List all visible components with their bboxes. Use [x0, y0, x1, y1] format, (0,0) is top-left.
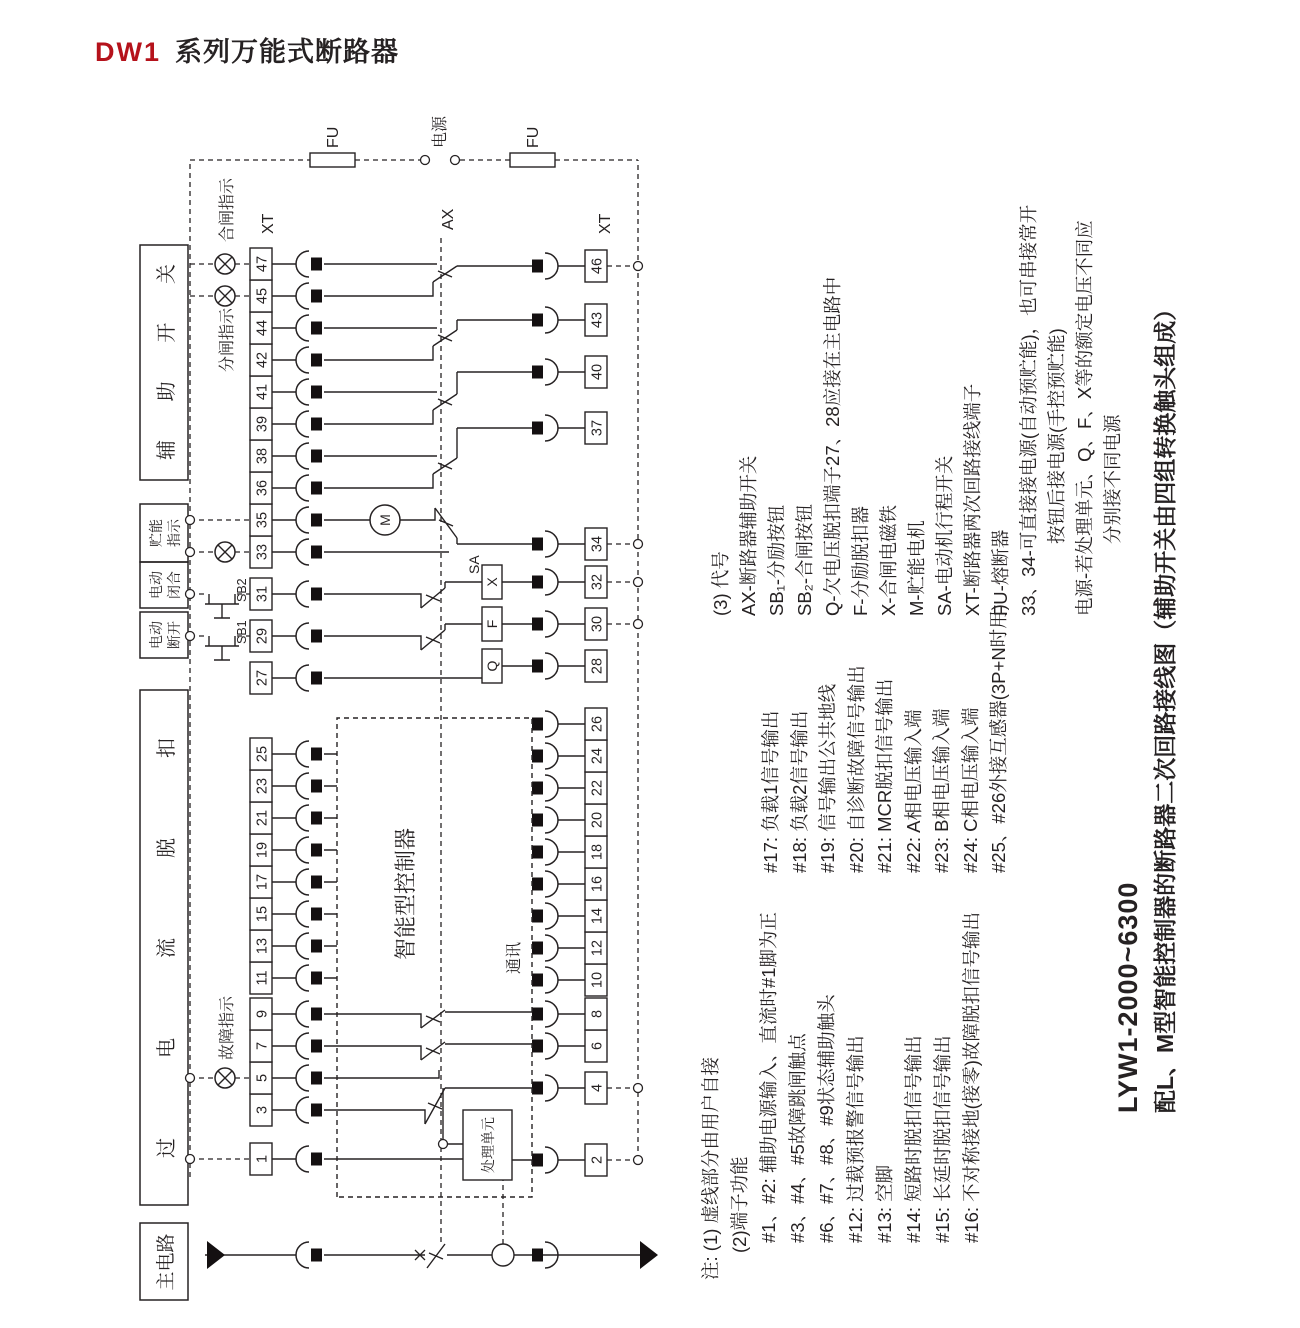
- drawout-contact-pin: [532, 314, 543, 327]
- drawout-contact-arc: [296, 1242, 309, 1268]
- fuse-bottom-label: FU: [525, 126, 542, 148]
- drawout-contact-pin: [532, 718, 543, 731]
- main-line-arrow: [640, 1241, 658, 1269]
- note-line: #1、#2: 辅助电源输入、直流时#1脚为正: [758, 911, 779, 1243]
- series-name: 系列万能式断路器: [175, 37, 399, 67]
- coil-q-letter: Q: [484, 660, 500, 672]
- note-line: 电源-若处理单元、Q、F、X等的额定电压不同应: [1074, 220, 1095, 616]
- terminal-number: 1: [254, 1154, 271, 1164]
- drawout-contact-arc: [545, 871, 558, 897]
- drawout-contact-arc: [545, 1075, 558, 1101]
- note-line: 33、34-可直接接电源(自动预贮能)，也可串接常开: [1018, 204, 1039, 616]
- drawout-contact-pin: [311, 1040, 322, 1053]
- drawout-contact-arc: [545, 531, 558, 557]
- drawout-contact-arc: [545, 903, 558, 929]
- drawout-contact-pin: [311, 1072, 322, 1085]
- drawout-contact-arc: [545, 775, 558, 801]
- note-line: 分别接不同电源: [1102, 414, 1123, 544]
- header-storage-1: 贮能: [148, 519, 164, 547]
- fuse-symbol: [310, 153, 355, 167]
- drawout-contact-pin: [532, 260, 543, 273]
- xt-left-label: XT: [260, 213, 277, 234]
- drawout-contact-arc: [296, 1065, 309, 1091]
- junction-circle: [634, 1156, 643, 1165]
- junction-circle: [634, 620, 643, 629]
- drawout-contact-pin: [532, 750, 543, 763]
- note-line: F-分励脱扣器: [850, 506, 871, 616]
- note-line: #12: 过载预报警信号输出: [845, 1035, 866, 1243]
- drawout-contact-arc: [545, 1147, 558, 1173]
- drawout-contact-arc: [296, 315, 309, 341]
- open-indicator-label: 分闸指示: [219, 308, 236, 373]
- drawout-contact-pin: [532, 782, 543, 795]
- drawout-contact-arc: [296, 1097, 309, 1123]
- drawout-contact-pin: [532, 942, 543, 955]
- comm-label: 通讯: [506, 941, 523, 975]
- drawout-contact-pin: [532, 846, 543, 859]
- drawout-contact-arc: [296, 805, 309, 831]
- drawout-contact-arc: [296, 411, 309, 437]
- note-line: Q-欠电压脱扣端子27、28应接在主电路中: [822, 276, 843, 616]
- drawout-contact-arc: [296, 741, 309, 767]
- drawout-contact-pin: [311, 450, 322, 463]
- coil-x-letter: X: [484, 577, 500, 587]
- junction-circle: [186, 516, 195, 525]
- junction-circle: [634, 262, 643, 271]
- drawout-contact-pin: [532, 422, 543, 435]
- terminal-number: 29: [254, 627, 271, 645]
- drawout-contact-pin: [311, 482, 322, 495]
- junction-circle: [186, 548, 195, 557]
- drawout-contact-arc: [296, 965, 309, 991]
- terminal-number: 12: [589, 939, 606, 957]
- note-line: #6、#7、#8、#9状态辅助触头: [816, 994, 837, 1243]
- header-motor-open-2: 断开: [166, 621, 182, 649]
- diagram-caption: 配L、M型智能控制器的断路器二次回路接线图（辅助开关由四组转换触头组成）: [1152, 297, 1178, 1113]
- drawout-contact-arc: [296, 443, 309, 469]
- drawout-contact-arc: [545, 711, 558, 737]
- note-line: #17: 负载1信号输出: [760, 710, 781, 873]
- drawout-contact-pin: [311, 630, 322, 643]
- note-line: #21: MCR脱扣信号输出: [874, 678, 895, 873]
- drawout-contact-pin: [311, 1104, 322, 1117]
- terminal-number: 17: [254, 873, 271, 891]
- terminal-number: 34: [589, 535, 606, 553]
- drawout-contact-arc: [296, 347, 309, 373]
- note-line: (2)端子功能: [729, 1156, 750, 1253]
- terminal-number: 15: [254, 905, 271, 923]
- terminal-number: 27: [254, 669, 271, 687]
- drawout-contact-arc: [296, 1146, 309, 1172]
- drawout-contact-arc: [545, 935, 558, 961]
- fault-indicator-label: 故障指示: [219, 995, 236, 1060]
- drawout-contact-pin: [532, 618, 543, 631]
- drawout-contact-pin: [311, 588, 322, 601]
- terminal-number: 7: [254, 1041, 271, 1051]
- drawout-contact-pin: [311, 322, 322, 335]
- series-code: DW1: [95, 37, 161, 67]
- terminal-number: 5: [254, 1073, 271, 1083]
- terminal-number: 9: [254, 1009, 271, 1019]
- drawout-contact-pin: [532, 660, 543, 673]
- note-line: (3) 代号: [710, 551, 731, 616]
- page-title: [95, 30, 399, 69]
- terminal-number: 25: [254, 745, 271, 763]
- terminal-number: 19: [254, 841, 271, 859]
- terminal-number: 41: [254, 383, 271, 401]
- sb1-label: SB1: [235, 620, 249, 644]
- switch-blades: [421, 266, 457, 1268]
- drawout-contact-arc: [296, 379, 309, 405]
- rotated-diagram-container: [95, 85, 1300, 1328]
- note-line: #16: 不对称接地(接零)故障脱扣信号输出: [961, 912, 982, 1243]
- drawout-contact-pin: [311, 546, 322, 559]
- terminal-number: 11: [254, 970, 271, 986]
- fuse-top-label: FU: [325, 126, 342, 148]
- terminal-number: 31: [254, 585, 271, 603]
- terminal-number: 8: [589, 1009, 606, 1019]
- drawout-contact-pin: [532, 366, 543, 379]
- drawout-contact-arc: [296, 933, 309, 959]
- junction-circle: [186, 1155, 195, 1164]
- terminal-number: 47: [254, 255, 271, 273]
- drawout-contact-arc: [296, 837, 309, 863]
- junction-circle: [439, 1140, 448, 1149]
- drawout-contact-pin: [311, 290, 322, 303]
- drawout-contact-pin: [311, 418, 322, 431]
- terminal-number: 46: [589, 257, 606, 275]
- sb2-label: SB2: [235, 578, 249, 602]
- note-line: X-合闸电磁铁: [878, 504, 899, 616]
- power-label: 电源: [432, 115, 449, 148]
- drawout-contact-arc: [545, 569, 558, 595]
- header-aux-switch: 辅助开关: [156, 264, 178, 460]
- drawout-contact-pin: [532, 576, 543, 589]
- drawout-contact-arc: [296, 901, 309, 927]
- drawout-contact-arc: [296, 1033, 309, 1059]
- main-line-arrow: [207, 1241, 225, 1269]
- motor-letter: M: [377, 514, 393, 526]
- note-line: #3、#4、#5故障跳闸触点: [787, 1033, 808, 1243]
- terminal-number: 35: [254, 511, 271, 529]
- drawout-contact-arc: [545, 967, 558, 993]
- terminal-number: 16: [589, 875, 606, 893]
- note-line: #20: 自诊断故障信号输出: [845, 665, 867, 873]
- drawout-contact-pin: [532, 974, 543, 987]
- terminal-number: 26: [589, 715, 606, 733]
- drawout-contact-arc: [545, 807, 558, 833]
- terminal-number: 38: [254, 447, 271, 465]
- terminal-number: 42: [254, 351, 271, 369]
- drawout-contact-arc: [296, 283, 309, 309]
- terminal-number: 6: [589, 1041, 606, 1051]
- drawout-contact-pin: [311, 354, 322, 367]
- drawout-contact-arc: [296, 475, 309, 501]
- note-line: #19: 信号输出公共地线: [817, 683, 838, 873]
- drawout-contact-arc: [296, 507, 309, 533]
- drawout-contact-arc: [296, 1001, 309, 1027]
- note-line: #15: 长延时脱扣信号输出: [932, 1035, 953, 1243]
- junction-circle: [634, 540, 643, 549]
- terminal-number: 37: [589, 419, 606, 437]
- power-terminal-circle: [421, 156, 430, 165]
- drawout-contact-arc: [545, 653, 558, 679]
- note-line: #13: 空脚: [874, 1164, 895, 1243]
- terminal-number: 18: [589, 843, 606, 861]
- drawout-contact-pin: [532, 1082, 543, 1095]
- junction-circle: [634, 578, 643, 587]
- terminal-number: 30: [589, 615, 606, 633]
- header-overcurrent: 过电流脱扣: [156, 738, 178, 1158]
- terminal-number: 13: [254, 937, 271, 955]
- note-line: AX-断路器辅助开关: [738, 455, 759, 616]
- terminal-number: 33: [254, 543, 271, 561]
- header-motor-close-2: 闭合: [166, 571, 182, 599]
- drawout-contact-pin: [311, 258, 322, 271]
- xt-right-label: XT: [597, 213, 614, 234]
- terminal-number: 14: [589, 907, 606, 925]
- drawout-contact-arc: [545, 611, 558, 637]
- note-line: #23: B相电压输入端: [931, 708, 952, 873]
- junction-circle: [186, 1074, 195, 1083]
- terminal-number: 23: [254, 777, 271, 795]
- drawout-contact-arc: [545, 307, 558, 333]
- drawout-contact-pin: [311, 514, 322, 527]
- drawout-contact-pin: [532, 1040, 543, 1053]
- note-line: #22: A相电压输入端: [902, 709, 924, 873]
- note-line: SA-电动机行程开关: [934, 455, 955, 616]
- note-line: SB₂-合闸按钮: [794, 503, 815, 616]
- drawout-contact-pin: [532, 1008, 543, 1021]
- drawout-contact-arc: [296, 665, 309, 691]
- sa-label: SA: [466, 555, 482, 574]
- terminal-number: 22: [589, 779, 606, 797]
- drawout-contact-pin: [311, 672, 322, 685]
- drawout-contact-arc: [296, 869, 309, 895]
- terminal-number: 43: [589, 311, 606, 329]
- note-line: XT-断路器两次回路接线端子: [962, 383, 983, 616]
- drawout-contact-pin: [532, 1249, 543, 1262]
- pushbutton-symbol: [205, 594, 239, 618]
- drawout-contact-pin: [311, 1249, 322, 1262]
- terminal-number: 21: [254, 809, 271, 827]
- drawout-contact-pin: [311, 940, 322, 953]
- drawout-contact-pin: [532, 538, 543, 551]
- drawout-contact-arc: [545, 253, 558, 279]
- note-line: M-贮能电机: [906, 520, 927, 616]
- drawout-contact-pin: [532, 910, 543, 923]
- header-motor-open-1: 电动: [148, 621, 164, 649]
- note-line: FU-熔断器: [990, 529, 1011, 616]
- drawout-contact-arc: [545, 743, 558, 769]
- header-motor-close-1: 电动: [148, 571, 164, 599]
- drawout-contact-arc: [545, 839, 558, 865]
- drawout-contact-pin: [311, 780, 322, 793]
- drawout-contact-arc: [296, 581, 309, 607]
- drawout-contact-arc: [545, 1001, 558, 1027]
- terminal-number: 20: [589, 811, 606, 829]
- terminal-number: 24: [589, 747, 606, 765]
- note-line: #25、#26外接互感器(3P+N时用): [988, 604, 1009, 873]
- controller-label: 智能型控制器: [393, 827, 418, 961]
- drawout-contact-arc: [545, 359, 558, 385]
- terminal-number: 44: [254, 319, 271, 337]
- power-terminal-circle: [451, 156, 460, 165]
- terminal-number: 32: [589, 573, 606, 591]
- terminal-number: 4: [589, 1083, 606, 1093]
- note-line: 按钮后接电源(手控预贮能): [1046, 328, 1067, 544]
- drawout-contact-pin: [311, 386, 322, 399]
- terminal-number: 39: [254, 415, 271, 433]
- pushbutton-symbol: [205, 636, 239, 660]
- drawout-contact-pin: [532, 878, 543, 891]
- drawout-contact-pin: [311, 876, 322, 889]
- drawout-contact-pin: [532, 1154, 543, 1167]
- drawout-contact-arc: [296, 773, 309, 799]
- note-line: #24: C相电压输入端: [959, 707, 981, 873]
- drawout-contact-pin: [311, 1153, 322, 1166]
- note-line: #14: 短路时脱扣信号输出: [903, 1035, 924, 1243]
- drawout-contact-pin: [311, 812, 322, 825]
- drawout-contact-arc: [545, 415, 558, 441]
- terminal-number: 2: [589, 1155, 606, 1165]
- fuse-symbol: [510, 153, 555, 167]
- drawout-contact-pin: [311, 972, 322, 985]
- terminal-number: 45: [254, 287, 271, 305]
- drawout-contact-arc: [545, 1033, 558, 1059]
- drawout-contact-arc: [296, 539, 309, 565]
- note-line: SB₁-分励按钮: [766, 504, 787, 616]
- drawout-contact-arc: [296, 251, 309, 277]
- terminal-number: 40: [589, 363, 606, 381]
- note-line: #18: 负载2信号输出: [788, 710, 810, 873]
- drawout-contact-pin: [311, 844, 322, 857]
- ax-label: AX: [440, 208, 457, 230]
- coil-f-letter: F: [484, 619, 500, 629]
- terminal-number: 28: [589, 657, 606, 675]
- terminal-number: 3: [254, 1105, 271, 1115]
- drawout-contact-pin: [311, 1008, 322, 1021]
- junction-circle: [634, 1084, 643, 1093]
- model-number: LYW1-2000~6300: [1113, 881, 1143, 1113]
- processing-unit-label: 处理单元: [480, 1117, 496, 1173]
- header-main-circuit: 主电路: [156, 1233, 177, 1291]
- terminal-number: 36: [254, 479, 271, 497]
- junction-circle: [186, 590, 195, 599]
- junction-circle: [186, 632, 195, 641]
- header-storage-2: 指示: [166, 519, 182, 547]
- note-line: 注: (1) 虚线部分由用户自接: [700, 1056, 721, 1280]
- drawout-contact-pin: [532, 814, 543, 827]
- current-sensor-circle: [492, 1244, 514, 1266]
- close-indicator-label: 合闸指示: [219, 177, 236, 242]
- terminal-number: 10: [589, 971, 606, 989]
- drawout-contact-pin: [311, 908, 322, 921]
- drawout-contact-arc: [296, 623, 309, 649]
- drawout-contact-pin: [311, 748, 322, 761]
